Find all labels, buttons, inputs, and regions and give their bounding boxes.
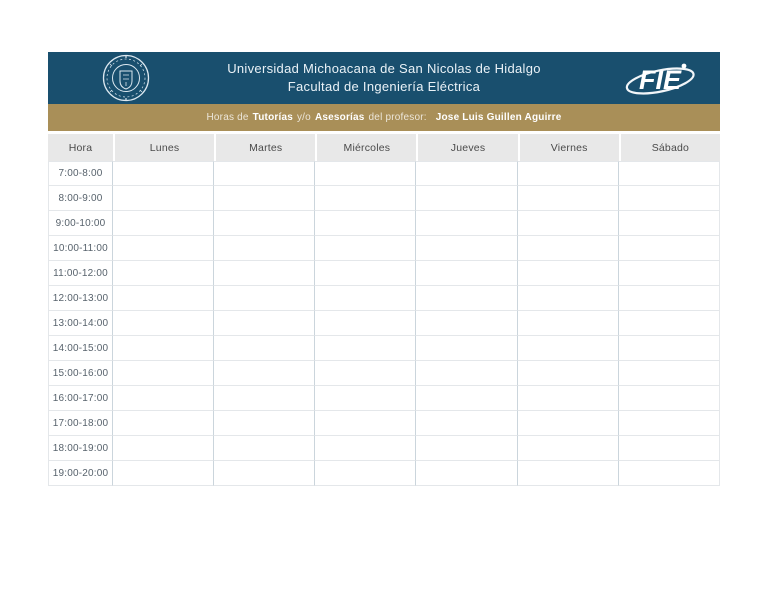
schedule-cell (416, 436, 517, 461)
schedule-cell (113, 236, 214, 261)
time-slot-label: 17:00-18:00 (48, 411, 113, 436)
schedule-cell (518, 211, 619, 236)
schedule-cell (214, 386, 315, 411)
schedule-cell (619, 211, 720, 236)
schedule-cell (214, 361, 315, 386)
schedule-cell (315, 436, 416, 461)
schedule-cell (416, 461, 517, 486)
schedule-cell (619, 411, 720, 436)
schedule-cell (315, 211, 416, 236)
day-column-header: Viernes (518, 134, 619, 161)
banner-connector: y/o (296, 112, 311, 123)
schedule-cell (315, 361, 416, 386)
schedule-cell (214, 436, 315, 461)
schedule-cell (113, 261, 214, 286)
schedule-cell (518, 236, 619, 261)
schedule-cell (619, 436, 720, 461)
day-column-header: Martes (214, 134, 315, 161)
schedule-cell (518, 161, 619, 186)
schedule-cell (315, 261, 416, 286)
hour-column-header: Hora (48, 134, 113, 161)
schedule-cell (113, 286, 214, 311)
schedule-cell (619, 311, 720, 336)
schedule-sheet (48, 52, 720, 486)
schedule-cell (113, 361, 214, 386)
schedule-cell (619, 361, 720, 386)
schedule-cell (416, 161, 517, 186)
schedule-row (48, 336, 720, 361)
schedule-cell (619, 261, 720, 286)
umsnh-seal-icon (98, 54, 154, 102)
time-slot-label: 15:00-16:00 (48, 361, 113, 386)
time-slot-label: 16:00-17:00 (48, 386, 113, 411)
schedule-cell (619, 236, 720, 261)
schedule-cell (416, 236, 517, 261)
schedule-cell (518, 336, 619, 361)
schedule-row (48, 161, 720, 186)
schedule-row (48, 361, 720, 386)
schedule-cell (518, 286, 619, 311)
schedule-cell (518, 436, 619, 461)
schedule-cell (214, 411, 315, 436)
time-slot-label: 14:00-15:00 (48, 336, 113, 361)
schedule-cell (315, 461, 416, 486)
schedule-row (48, 211, 720, 236)
time-slot-label: 11:00-12:00 (48, 261, 113, 286)
schedule-cell (214, 186, 315, 211)
schedule-row (48, 236, 720, 261)
schedule-row (48, 311, 720, 336)
header-titles (227, 60, 541, 96)
schedule-row (48, 261, 720, 286)
schedule-cell (619, 286, 720, 311)
day-column-header: Miércoles (315, 134, 416, 161)
time-slot-label: 7:00-8:00 (48, 161, 113, 186)
schedule-cell (619, 161, 720, 186)
fie-logo-spark (682, 64, 687, 69)
schedule-cell (416, 186, 517, 211)
schedule-cell (416, 261, 517, 286)
schedule-row (48, 436, 720, 461)
header-band (48, 52, 720, 104)
professor-name: Jose Luis Guillen Aguirre (435, 112, 562, 123)
banner-asesorias: Asesorías (314, 112, 365, 123)
schedule-cell (518, 261, 619, 286)
schedule-cell (518, 186, 619, 211)
schedule-cell (315, 286, 416, 311)
schedule-cell (416, 336, 517, 361)
schedule-cell (315, 161, 416, 186)
time-slot-label: 12:00-13:00 (48, 286, 113, 311)
schedule-cell (518, 461, 619, 486)
schedule-row (48, 286, 720, 311)
fie-orbit-logo (622, 58, 698, 100)
day-column-header: Jueves (416, 134, 517, 161)
university-title: Universidad Michoacana de San Nicolas de Hidalgo (227, 61, 541, 76)
schedule-cell (518, 311, 619, 336)
schedule-cell (113, 461, 214, 486)
schedule-table (48, 134, 720, 486)
banner-prefix: Horas de (206, 112, 249, 123)
schedule-cell (619, 461, 720, 486)
schedule-cell (113, 211, 214, 236)
day-column-header: Lunes (113, 134, 214, 161)
schedule-row (48, 461, 720, 486)
schedule-header-row (48, 134, 720, 161)
schedule-cell (113, 186, 214, 211)
schedule-cell (214, 211, 315, 236)
schedule-cell (113, 311, 214, 336)
schedule-cell (214, 461, 315, 486)
banner-band (48, 104, 720, 131)
banner-tutorias: Tutorías (252, 112, 293, 123)
schedule-cell (518, 386, 619, 411)
schedule-body (48, 161, 720, 486)
time-slot-label: 19:00-20:00 (48, 461, 113, 486)
schedule-cell (113, 336, 214, 361)
schedule-cell (113, 411, 214, 436)
schedule-cell (518, 361, 619, 386)
time-slot-label: 13:00-14:00 (48, 311, 113, 336)
schedule-cell (416, 211, 517, 236)
schedule-cell (315, 236, 416, 261)
time-slot-label: 9:00-10:00 (48, 211, 113, 236)
time-slot-label: 18:00-19:00 (48, 436, 113, 461)
schedule-cell (416, 311, 517, 336)
schedule-cell (315, 336, 416, 361)
schedule-cell (315, 186, 416, 211)
schedule-cell (214, 286, 315, 311)
schedule-cell (113, 436, 214, 461)
schedule-cell (416, 386, 517, 411)
time-slot-label: 10:00-11:00 (48, 236, 113, 261)
schedule-cell (113, 386, 214, 411)
faculty-title: Facultad de Ingeniería Eléctrica (287, 79, 481, 94)
schedule-cell (113, 161, 214, 186)
schedule-cell (619, 336, 720, 361)
schedule-cell (214, 311, 315, 336)
schedule-cell (315, 311, 416, 336)
schedule-cell (214, 161, 315, 186)
schedule-row (48, 386, 720, 411)
schedule-cell (619, 386, 720, 411)
schedule-cell (416, 411, 517, 436)
banner-suffix: del profesor: (368, 112, 427, 123)
schedule-cell (518, 411, 619, 436)
fie-logo-text: FIE (638, 65, 682, 95)
schedule-row (48, 411, 720, 436)
schedule-cell (315, 386, 416, 411)
day-column-header: Sábado (619, 134, 720, 161)
schedule-cell (315, 411, 416, 436)
schedule-cell (214, 236, 315, 261)
schedule-cell (416, 286, 517, 311)
time-slot-label: 8:00-9:00 (48, 186, 113, 211)
schedule-cell (214, 261, 315, 286)
schedule-cell (416, 361, 517, 386)
schedule-cell (619, 186, 720, 211)
schedule-row (48, 186, 720, 211)
schedule-cell (214, 336, 315, 361)
